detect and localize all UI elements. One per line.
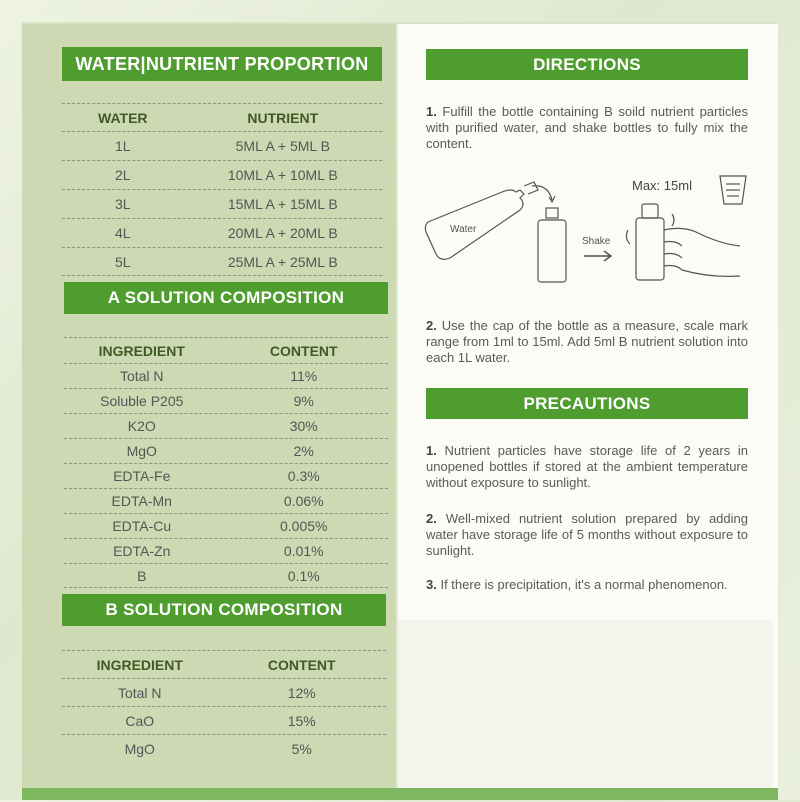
content-cell: 0.3% <box>287 468 320 484</box>
content-cell: 11% <box>290 368 318 384</box>
ingredient-cell: EDTA-Zn <box>113 543 171 559</box>
ingredient-cell: EDTA-Cu <box>112 518 172 534</box>
table-row <box>64 513 388 538</box>
ingredient-cell: Soluble P205 <box>100 393 184 409</box>
table-row <box>62 734 386 762</box>
max-label: Max: 15ml <box>632 178 692 193</box>
table-row <box>62 218 382 247</box>
directions-step-1 <box>426 104 748 152</box>
bottle-shake-illustration <box>420 170 760 300</box>
precaution-item-3 <box>426 577 748 593</box>
content-cell: 30% <box>289 418 318 434</box>
header-ingredient: INGREDIENT <box>96 656 183 673</box>
content-cell: 2% <box>293 443 314 459</box>
table-row <box>64 388 388 413</box>
ingredient-cell: EDTA-Mn <box>111 493 172 509</box>
table-row <box>62 160 382 189</box>
table-header <box>62 103 382 131</box>
water-cell: 4L <box>115 225 131 241</box>
content-cell: 0.1% <box>287 567 320 584</box>
table-header <box>62 650 386 678</box>
item-text: Well-mixed nutrient solution prepared by adding water have storage life of 5 months without exposure to sunlight. <box>426 511 748 558</box>
nutrient-cell: 5ML A + 5ML B <box>235 138 330 154</box>
table-row <box>62 706 386 734</box>
item-number: 1. <box>426 443 437 458</box>
header-ingredient: INGREDIENT <box>98 342 185 359</box>
table-header <box>64 337 388 363</box>
content-cell: 0.01% <box>283 543 324 559</box>
ingredient-cell: Total N <box>117 684 162 701</box>
directions-step-2 <box>426 318 748 366</box>
nutrient-cell: 10ML A + 10ML B <box>227 167 338 183</box>
table-row <box>62 189 382 218</box>
nutrient-cell: 15ML A + 15ML B <box>227 196 338 212</box>
ingredient-cell: MgO <box>126 443 157 459</box>
nutrient-cell: 25ML A + 25ML B <box>227 253 338 270</box>
step-text: Fulfill the bottle containing B soild nutrient particles with purified water, and shake bottles to fully mix the content. <box>426 104 748 151</box>
step-number: 1. <box>426 104 437 119</box>
water-cell: 1L <box>115 138 131 154</box>
table-row <box>64 563 388 588</box>
ingredient-cell: B <box>137 567 147 584</box>
step-text: Use the cap of the bottle as a measure, scale mark range from 1ml to 15ml. Add 5ml B nutrient solution into each 1L water. <box>426 318 748 365</box>
water-label: Water <box>450 224 477 235</box>
header-water: WATER <box>98 109 148 126</box>
item-number: 3. <box>426 577 437 592</box>
water-bottle-icon <box>425 182 538 259</box>
precautions-title: PRECAUTIONS <box>426 388 748 419</box>
ingredient-cell: MgO <box>124 740 155 757</box>
water-nutrient-table <box>62 103 382 273</box>
table-row <box>64 463 388 488</box>
content-cell: 0.06% <box>283 493 324 509</box>
content-cell: 9% <box>293 393 314 409</box>
content-cell: 12% <box>287 684 316 701</box>
table-row <box>64 488 388 513</box>
b-solution-title: B SOLUTION COMPOSITION <box>62 594 386 626</box>
hand-shaking-bottle-icon <box>626 204 740 280</box>
content-cell: 5% <box>291 740 312 757</box>
shake-label: Shake <box>582 236 611 247</box>
ingredient-cell: CaO <box>125 712 155 729</box>
directions-title: DIRECTIONS <box>426 49 748 80</box>
item-text: Nutrient particles have storage life of 2 years in unopened bottles if stored at the ambient temperature without exposure to sunlight. <box>426 443 748 490</box>
bottom-bar <box>22 788 778 800</box>
water-cell: 3L <box>115 196 131 212</box>
item-text: If there is precipitation, it's a normal phenomenon. <box>440 577 728 592</box>
header-content: CONTENT <box>267 656 336 673</box>
content-cell: 15% <box>287 712 316 729</box>
step-number: 2. <box>426 318 437 333</box>
a-solution-title: A SOLUTION COMPOSITION <box>64 282 388 314</box>
table-row <box>64 363 388 388</box>
measuring-cap-icon <box>720 176 746 204</box>
table-row <box>62 678 386 706</box>
content-cell: 0.005% <box>280 518 328 534</box>
water-cell: 2L <box>115 167 131 183</box>
small-bottle-icon <box>538 208 566 282</box>
nutrient-cell: 20ML A + 20ML B <box>227 225 338 241</box>
ingredient-cell: EDTA-Fe <box>113 468 171 484</box>
ingredient-cell: K2O <box>127 418 156 434</box>
header-content: CONTENT <box>269 342 338 359</box>
table-row <box>62 131 382 160</box>
table-row <box>64 413 388 438</box>
header-nutrient: NUTRIENT <box>247 109 319 126</box>
precaution-item-2 <box>426 511 748 559</box>
precaution-item-1 <box>426 443 748 491</box>
water-nutrient-title: WATER|NUTRIENT PROPORTION <box>62 47 382 81</box>
water-cell: 5L <box>115 253 131 270</box>
table-row <box>64 538 388 563</box>
item-number: 2. <box>426 511 437 526</box>
b-solution-table <box>62 650 386 765</box>
table-row <box>62 247 382 276</box>
a-solution-table <box>64 337 388 587</box>
ingredient-cell: Total N <box>119 368 164 384</box>
arrow-right-icon <box>584 251 611 261</box>
right-blank-area <box>398 620 773 790</box>
table-row <box>64 438 388 463</box>
